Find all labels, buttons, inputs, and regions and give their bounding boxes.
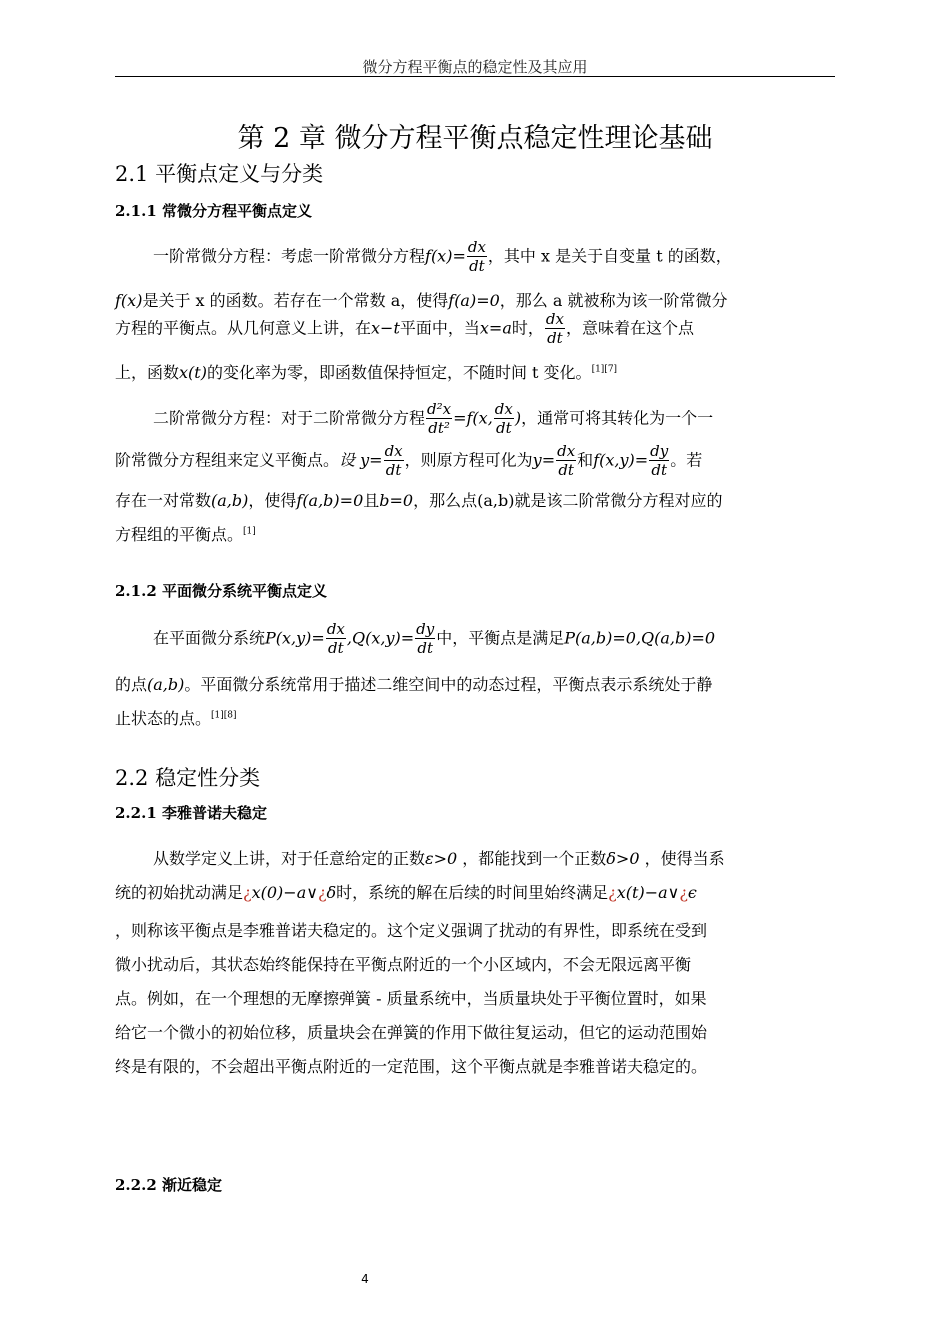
frac-den: dt [328, 639, 344, 657]
p1-line-3 [115, 312, 694, 346]
frac-den: dt [417, 639, 433, 657]
p4-line-7 [115, 1054, 707, 1077]
frac-num: dx [494, 400, 513, 418]
p2-text: 方程组的平衡点。 [115, 525, 244, 544]
chapter-title: 第 2 章 微分方程平衡点稳定性理论基础 [237, 123, 713, 154]
p4-glyph: ¿ [679, 883, 688, 902]
p3-math: (a,b) [147, 675, 185, 694]
p3-text: 中，平衡点是满足 [436, 628, 565, 648]
p2-text: ，使得 [248, 491, 297, 510]
p4-math: x(t)−a∨ [616, 883, 680, 902]
p1-text: 方程的平衡点。从几何意义上讲，在 [115, 318, 372, 338]
frac-num: d²x [427, 400, 452, 418]
p2-math: f(x,y)= [593, 450, 649, 470]
frac-num: dx [467, 238, 486, 256]
p1-text: ，那么 a 就被称为该一阶常微分 [499, 291, 728, 310]
p2-math: y= [532, 450, 556, 470]
p3-line-1 [153, 622, 715, 656]
p2-text: ，则原方程可化为 [404, 450, 533, 470]
p2-text: 且 [363, 491, 380, 510]
p2-text-italic: 设 [339, 450, 356, 470]
p4-glyph: ¿ [608, 883, 617, 902]
fraction-dy-dt [649, 444, 669, 478]
p4-text: ，使得当系 [644, 849, 725, 868]
p4-line-3 [115, 918, 707, 941]
frac-den: dt² [428, 419, 450, 437]
p1-text: ，其中 x 是关于自变量 t 的函数， [487, 246, 732, 266]
fraction-dx-dt [384, 444, 404, 478]
p1-text: 是关于 x 的函数。若存在一个常数 a，使得 [142, 291, 449, 310]
p2-math: =f(x, [453, 408, 493, 428]
section-2-2-1-heading: 2.2.1 李雅普诺夫稳定 [115, 804, 267, 822]
p4-line-1 [153, 846, 725, 869]
p4-math: δ>0 [606, 849, 640, 868]
fraction-dx-dt [326, 622, 346, 656]
frac-den: dt [469, 257, 485, 275]
p2-math: b=0 [379, 491, 414, 510]
p2-text: 和 [577, 450, 594, 470]
citation-ref: [1][7] [591, 364, 618, 375]
p3-math: P(x,y)= [265, 628, 325, 648]
p1-text: 一阶常微分方程：考虑一阶常微分方程 [153, 246, 426, 266]
p2-math: f(a,b)=0 [296, 491, 364, 510]
p4-line-4 [115, 952, 691, 975]
fraction-dx-dt [556, 444, 576, 478]
p2-line-2 [115, 444, 702, 478]
frac-den: dt [558, 461, 574, 479]
p1-text: 时， [511, 318, 544, 338]
frac-den: dt [385, 461, 402, 479]
p4-glyph: ¿ [317, 883, 327, 902]
p1-text: ，意味着在这个点 [565, 318, 694, 338]
p3-text: 在平面微分系统 [153, 628, 266, 648]
p2-line-1 [153, 402, 713, 436]
frac-num: dx [326, 620, 345, 638]
frac-den: dt [547, 329, 563, 347]
fraction-dx-dt [467, 240, 487, 274]
frac-num: dx [557, 442, 576, 460]
p2-text: ，那么点(a,b)就是该二阶常微分方程对应的 [413, 491, 723, 510]
section-2-1-heading: 2.1 平衡点定义与分类 [115, 162, 324, 186]
frac-den: dt [651, 461, 668, 479]
p3-line-2 [115, 672, 712, 695]
fraction-dy-dt [415, 622, 435, 656]
p4-math: ϵ [687, 883, 697, 902]
section-2-2-heading: 2.2 稳定性分类 [115, 766, 261, 790]
p1-text: 上，函数 [115, 363, 180, 382]
p4-text: ，则称该平衡点是李雅普诺夫稳定的。这个定义强调了扰动的有界性，即系统在受到 [115, 921, 708, 940]
p2-math: ) [514, 408, 522, 428]
p2-text: 阶常微分方程组来定义平衡点。 [115, 450, 340, 470]
p4-text: 从数学定义上讲，对于任意给定的正数 [153, 849, 426, 868]
p4-text: 终是有限的，不会超出平衡点附近的一定范围，这个平衡点就是李雅普诺夫稳定的。 [115, 1057, 708, 1076]
running-header: 微分方程平衡点的稳定性及其应用 [362, 58, 588, 76]
section-2-1-1-heading: 2.1.1 常微分方程平衡点定义 [115, 202, 312, 220]
p4-text: 给它一个微小的初始位移，质量块会在弹簧的作用下做往复运动，但它的运动范围始 [115, 1023, 708, 1042]
p1-line-4 [115, 360, 617, 383]
frac-num: dy [416, 620, 435, 638]
citation-ref: [1][8] [211, 710, 237, 721]
p1-text: 的变化率为零，即函数值保持恒定，不随时间 t 变化。 [206, 363, 592, 382]
p1-math: x−t [371, 318, 400, 338]
p2-text: 存在一对常数 [115, 491, 212, 510]
p2-math: (a,b) [211, 491, 249, 510]
frac-num: dx [545, 310, 564, 328]
p1-math: x(t) [179, 363, 207, 382]
p4-math: x(0)−a∨ [251, 883, 318, 902]
p4-text: 点。例如，在一个理想的无摩擦弹簧 - 质量系统中，当质量块处于平衡位置时，如果 [115, 989, 707, 1008]
header-rule [115, 76, 835, 77]
fraction-dx-dt [494, 402, 514, 436]
section-2-2-2-heading: 2.2.2 渐近稳定 [115, 1176, 222, 1194]
page-number: 4 [361, 1272, 369, 1286]
p1-math: x=a [479, 318, 512, 338]
p3-text: 。平面微分系统常用于描述二维空间中的动态过程，平衡点表示系统处于静 [184, 675, 713, 694]
p1-math-fx: f(x)= [425, 246, 466, 266]
p2-text: 。若 [670, 450, 703, 470]
fraction-dx-dt [545, 312, 565, 346]
p4-math: ε>0 [425, 849, 458, 868]
frac-num: dy [650, 442, 669, 460]
p4-text: 时，系统的解在后续的时间里始终满足 [336, 883, 609, 902]
citation-ref: [1] [243, 526, 256, 537]
p4-text: ，都能找到一个正数 [462, 849, 607, 868]
p2-math: y= [360, 450, 383, 470]
p1-math: f(a)=0 [448, 291, 500, 310]
p1-text: 平面中，当 [399, 318, 480, 338]
section-2-1-2-heading: 2.1.2 平面微分系统平衡点定义 [115, 582, 327, 600]
p4-line-6 [115, 1020, 707, 1043]
p2-text: ，通常可将其转化为一个一 [521, 408, 714, 428]
fraction-d2x-dt2 [426, 402, 452, 436]
p3-text: 的点 [115, 675, 148, 694]
p3-math: P(a,b)=0,Q(a,b)=0 [564, 628, 716, 648]
p3-text: 止状态的点。 [115, 709, 212, 728]
p1-line-1 [153, 240, 732, 274]
p3-math: ,Q(x,y)= [346, 628, 415, 648]
p4-math: δ [326, 883, 337, 902]
frac-den: dt [495, 419, 512, 437]
p1-line-2 [115, 288, 728, 311]
p2-line-3 [115, 488, 722, 511]
frac-num: dx [384, 442, 403, 460]
p4-line-2 [115, 880, 697, 903]
p2-line-4 [115, 522, 256, 545]
p4-text: 微小扰动后，其状态始终能保持在平衡点附近的一个小区域内，不会无限远离平衡 [115, 955, 692, 974]
p4-glyph: ¿ [243, 883, 252, 902]
p4-text: 统的初始扰动满足 [115, 883, 244, 902]
p4-line-5 [115, 986, 707, 1009]
p1-math: f(x) [115, 291, 143, 310]
p3-line-3 [115, 706, 237, 729]
p2-text: 二阶常微分方程：对于二阶常微分方程 [153, 408, 426, 428]
